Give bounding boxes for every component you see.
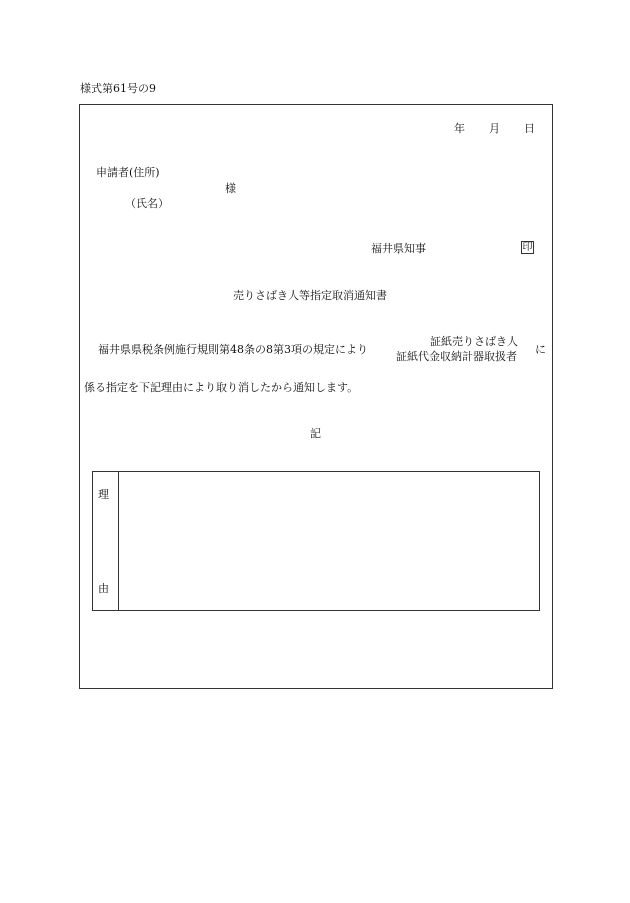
- reason-box: [92, 471, 540, 611]
- date-day-label: 日: [524, 122, 535, 135]
- reason-label-char2: 由: [98, 582, 109, 595]
- issuer-name: 福井県知事: [371, 242, 426, 255]
- reason-divider: [118, 472, 119, 610]
- ki-heading: 記: [310, 427, 321, 440]
- date-month-label: 月: [489, 122, 500, 135]
- document-title: 売りさばき人等指定取消通知書: [233, 289, 387, 302]
- honorific: 様: [225, 182, 236, 195]
- date-year-label: 年: [454, 122, 465, 135]
- form-number: 様式第61号の9: [80, 82, 156, 95]
- seal-mark: 印: [522, 241, 533, 253]
- applicant-address-label: 申請者(住所): [96, 166, 160, 179]
- role-option-meter-handler: 証紙代金収納計器取扱者: [396, 350, 517, 363]
- applicant-name-label: （氏名）: [125, 197, 169, 210]
- reason-label-char1: 理: [98, 488, 109, 501]
- body-particle: に: [535, 343, 546, 356]
- body-text-line1: 福井県県税条例施行規則第48条の8第3項の規定により: [98, 343, 368, 356]
- role-option-seller: 証紙売りさばき人: [430, 335, 518, 348]
- body-text-line2: 係る指定を下記理由により取り消したから通知します。: [84, 381, 359, 394]
